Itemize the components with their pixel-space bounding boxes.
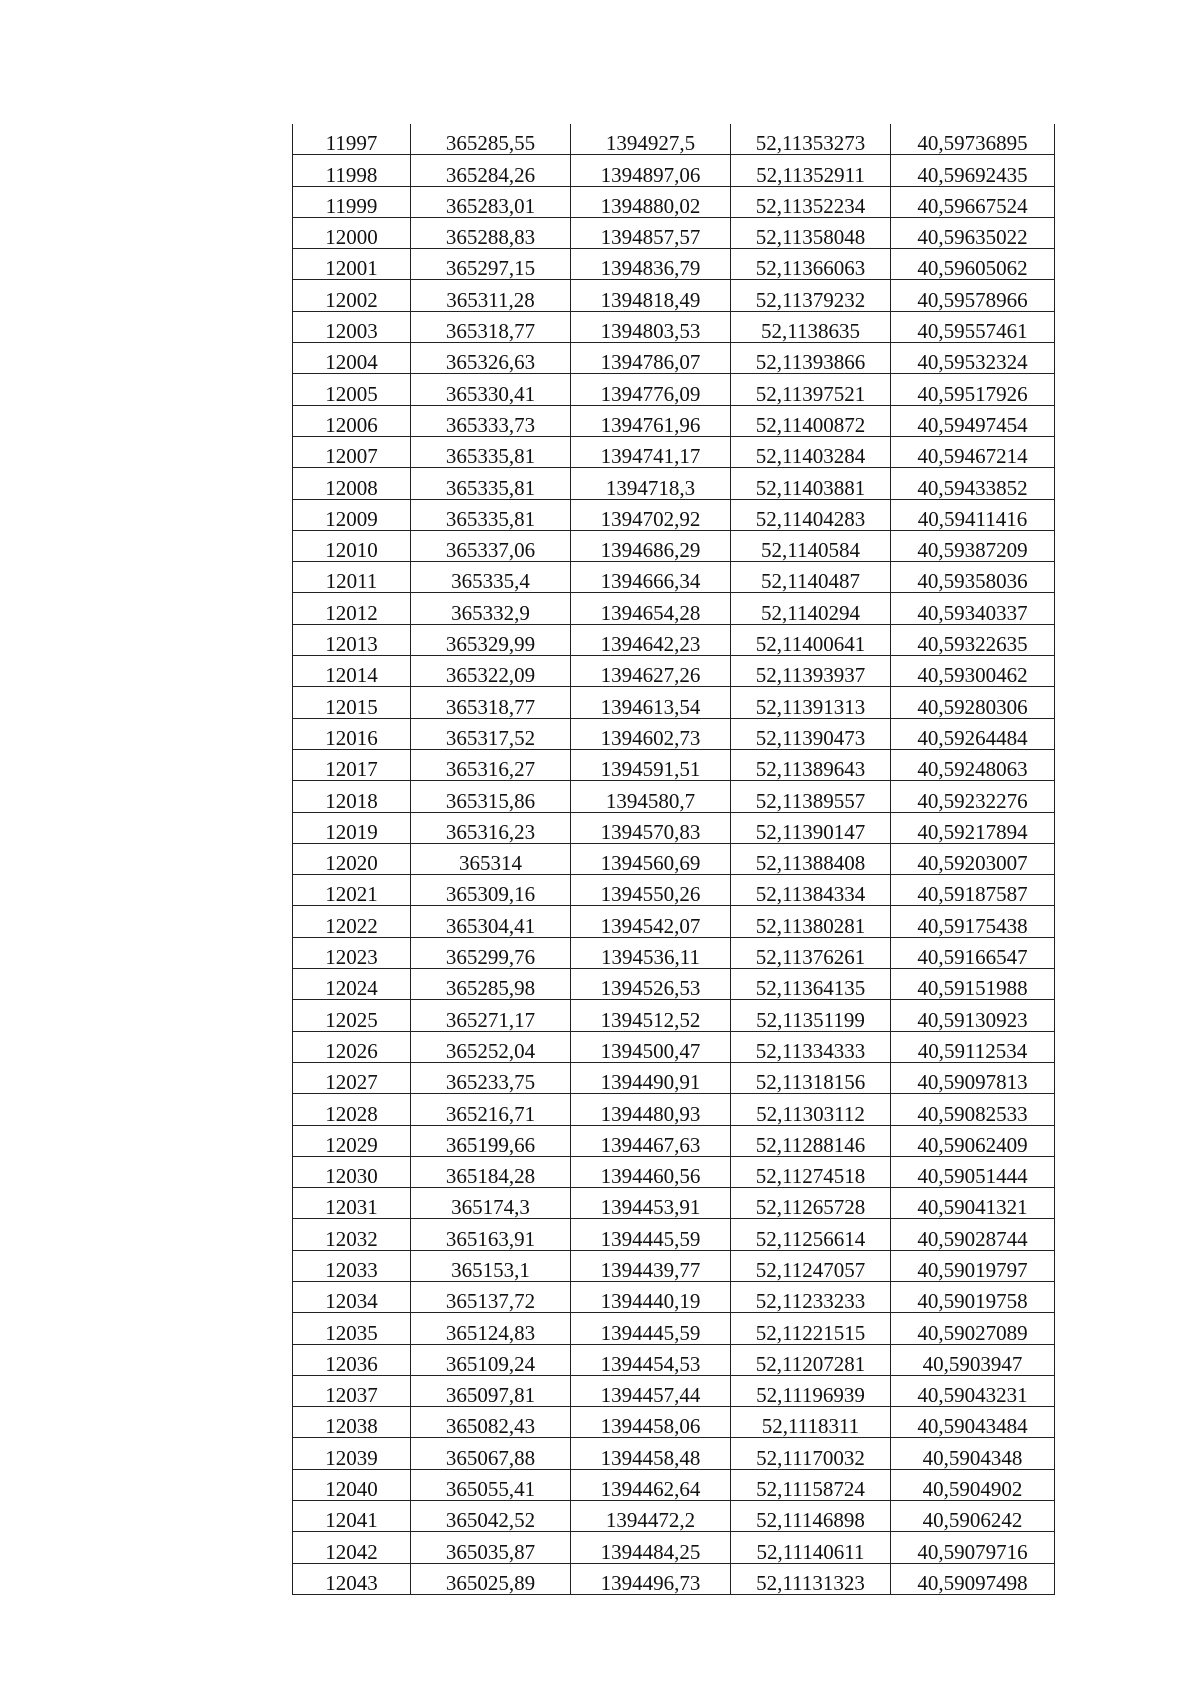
table-row xyxy=(293,749,1055,780)
x-coordinate-cell: 365137,72 xyxy=(411,1281,571,1312)
y-coordinate-cell: 1394490,91 xyxy=(571,1062,731,1093)
table-row xyxy=(293,217,1055,248)
x-coordinate-cell: 365335,81 xyxy=(411,436,571,467)
x-coordinate-cell: 365318,77 xyxy=(411,311,571,342)
point-number-cell: 12015 xyxy=(293,687,411,718)
latitude-cell: 52,11247057 xyxy=(731,1250,891,1281)
longitude-cell: 40,59322635 xyxy=(891,624,1055,655)
latitude-cell: 52,11288146 xyxy=(731,1125,891,1156)
longitude-cell: 40,59280306 xyxy=(891,687,1055,718)
longitude-cell: 40,59043231 xyxy=(891,1375,1055,1406)
y-coordinate-cell: 1394627,26 xyxy=(571,656,731,687)
latitude-cell: 52,1118311 xyxy=(731,1407,891,1438)
point-number-cell: 12022 xyxy=(293,906,411,937)
y-coordinate-cell: 1394880,02 xyxy=(571,186,731,217)
x-coordinate-cell: 365252,04 xyxy=(411,1031,571,1062)
x-coordinate-cell: 365067,88 xyxy=(411,1438,571,1469)
longitude-cell: 40,59041321 xyxy=(891,1188,1055,1219)
longitude-cell: 40,59232276 xyxy=(891,781,1055,812)
point-number-cell: 12035 xyxy=(293,1313,411,1344)
longitude-cell: 40,59187587 xyxy=(891,875,1055,906)
longitude-cell: 40,59028744 xyxy=(891,1219,1055,1250)
x-coordinate-cell: 365042,52 xyxy=(411,1501,571,1532)
longitude-cell: 40,59082533 xyxy=(891,1094,1055,1125)
point-number-cell: 12020 xyxy=(293,843,411,874)
point-number-cell: 12030 xyxy=(293,1156,411,1187)
point-number-cell: 12010 xyxy=(293,530,411,561)
table-row xyxy=(293,280,1055,311)
y-coordinate-cell: 1394480,93 xyxy=(571,1094,731,1125)
point-number-cell: 12026 xyxy=(293,1031,411,1062)
point-number-cell: 12016 xyxy=(293,718,411,749)
y-coordinate-cell: 1394602,73 xyxy=(571,718,731,749)
x-coordinate-cell: 365097,81 xyxy=(411,1375,571,1406)
x-coordinate-cell: 365333,73 xyxy=(411,405,571,436)
x-coordinate-cell: 365233,75 xyxy=(411,1062,571,1093)
y-coordinate-cell: 1394453,91 xyxy=(571,1188,731,1219)
point-number-cell: 12037 xyxy=(293,1375,411,1406)
point-number-cell: 12017 xyxy=(293,749,411,780)
point-number-cell: 11999 xyxy=(293,186,411,217)
latitude-cell: 52,11391313 xyxy=(731,687,891,718)
longitude-cell: 40,59467214 xyxy=(891,436,1055,467)
x-coordinate-cell: 365337,06 xyxy=(411,530,571,561)
point-number-cell: 12000 xyxy=(293,217,411,248)
point-number-cell: 12008 xyxy=(293,468,411,499)
y-coordinate-cell: 1394818,49 xyxy=(571,280,731,311)
table-row xyxy=(293,812,1055,843)
latitude-cell: 52,11233233 xyxy=(731,1281,891,1312)
table-row xyxy=(293,1532,1055,1563)
table-row xyxy=(293,1094,1055,1125)
table-row xyxy=(293,1281,1055,1312)
longitude-cell: 40,59605062 xyxy=(891,249,1055,280)
y-coordinate-cell: 1394472,2 xyxy=(571,1501,731,1532)
longitude-cell: 40,59497454 xyxy=(891,405,1055,436)
table-row xyxy=(293,155,1055,186)
table-row xyxy=(293,1125,1055,1156)
x-coordinate-cell: 365109,24 xyxy=(411,1344,571,1375)
point-number-cell: 12002 xyxy=(293,280,411,311)
latitude-cell: 52,11207281 xyxy=(731,1344,891,1375)
table-row xyxy=(293,468,1055,499)
point-number-cell: 11998 xyxy=(293,155,411,186)
longitude-cell: 40,59517926 xyxy=(891,374,1055,405)
x-coordinate-cell: 365322,09 xyxy=(411,656,571,687)
latitude-cell: 52,11393937 xyxy=(731,656,891,687)
x-coordinate-cell: 365153,1 xyxy=(411,1250,571,1281)
x-coordinate-cell: 365124,83 xyxy=(411,1313,571,1344)
latitude-cell: 52,11351199 xyxy=(731,1000,891,1031)
x-coordinate-cell: 365082,43 xyxy=(411,1407,571,1438)
y-coordinate-cell: 1394654,28 xyxy=(571,593,731,624)
longitude-cell: 40,59151988 xyxy=(891,969,1055,1000)
point-number-cell: 12007 xyxy=(293,436,411,467)
point-number-cell: 12001 xyxy=(293,249,411,280)
table-row xyxy=(293,1469,1055,1500)
point-number-cell: 12033 xyxy=(293,1250,411,1281)
y-coordinate-cell: 1394570,83 xyxy=(571,812,731,843)
x-coordinate-cell: 365317,52 xyxy=(411,718,571,749)
longitude-cell: 40,59043484 xyxy=(891,1407,1055,1438)
table-row xyxy=(293,906,1055,937)
y-coordinate-cell: 1394462,64 xyxy=(571,1469,731,1500)
latitude-cell: 52,11131323 xyxy=(731,1563,891,1594)
latitude-cell: 52,11221515 xyxy=(731,1313,891,1344)
longitude-cell: 40,59433852 xyxy=(891,468,1055,499)
x-coordinate-cell: 365285,55 xyxy=(411,124,571,155)
latitude-cell: 52,11352911 xyxy=(731,155,891,186)
y-coordinate-cell: 1394460,56 xyxy=(571,1156,731,1187)
y-coordinate-cell: 1394440,19 xyxy=(571,1281,731,1312)
x-coordinate-cell: 365315,86 xyxy=(411,781,571,812)
x-coordinate-cell: 365304,41 xyxy=(411,906,571,937)
point-number-cell: 12024 xyxy=(293,969,411,1000)
point-number-cell: 12031 xyxy=(293,1188,411,1219)
y-coordinate-cell: 1394467,63 xyxy=(571,1125,731,1156)
point-number-cell: 12038 xyxy=(293,1407,411,1438)
y-coordinate-cell: 1394496,73 xyxy=(571,1563,731,1594)
point-number-cell: 12019 xyxy=(293,812,411,843)
x-coordinate-cell: 365271,17 xyxy=(411,1000,571,1031)
y-coordinate-cell: 1394897,06 xyxy=(571,155,731,186)
latitude-cell: 52,11384334 xyxy=(731,875,891,906)
y-coordinate-cell: 1394702,92 xyxy=(571,499,731,530)
coordinates-table-body xyxy=(293,124,1055,1594)
table-row xyxy=(293,562,1055,593)
x-coordinate-cell: 365335,81 xyxy=(411,468,571,499)
y-coordinate-cell: 1394786,07 xyxy=(571,343,731,374)
longitude-cell: 40,59019758 xyxy=(891,1281,1055,1312)
table-row xyxy=(293,1501,1055,1532)
y-coordinate-cell: 1394613,54 xyxy=(571,687,731,718)
longitude-cell: 40,59340337 xyxy=(891,593,1055,624)
table-row xyxy=(293,1062,1055,1093)
x-coordinate-cell: 365329,99 xyxy=(411,624,571,655)
latitude-cell: 52,11379232 xyxy=(731,280,891,311)
table-row xyxy=(293,1313,1055,1344)
y-coordinate-cell: 1394666,34 xyxy=(571,562,731,593)
y-coordinate-cell: 1394458,06 xyxy=(571,1407,731,1438)
x-coordinate-cell: 365285,98 xyxy=(411,969,571,1000)
y-coordinate-cell: 1394761,96 xyxy=(571,405,731,436)
point-number-cell: 12013 xyxy=(293,624,411,655)
point-number-cell: 12043 xyxy=(293,1563,411,1594)
longitude-cell: 40,59217894 xyxy=(891,812,1055,843)
y-coordinate-cell: 1394836,79 xyxy=(571,249,731,280)
y-coordinate-cell: 1394803,53 xyxy=(571,311,731,342)
x-coordinate-cell: 365332,9 xyxy=(411,593,571,624)
longitude-cell: 40,5904902 xyxy=(891,1469,1055,1500)
table-row xyxy=(293,843,1055,874)
longitude-cell: 40,59736895 xyxy=(891,124,1055,155)
x-coordinate-cell: 365316,27 xyxy=(411,749,571,780)
table-row xyxy=(293,656,1055,687)
longitude-cell: 40,59248063 xyxy=(891,749,1055,780)
point-number-cell: 12025 xyxy=(293,1000,411,1031)
latitude-cell: 52,11388408 xyxy=(731,843,891,874)
point-number-cell: 12028 xyxy=(293,1094,411,1125)
table-row xyxy=(293,499,1055,530)
latitude-cell: 52,11404283 xyxy=(731,499,891,530)
longitude-cell: 40,59264484 xyxy=(891,718,1055,749)
latitude-cell: 52,11390473 xyxy=(731,718,891,749)
point-number-cell: 12012 xyxy=(293,593,411,624)
point-number-cell: 12009 xyxy=(293,499,411,530)
point-number-cell: 12039 xyxy=(293,1438,411,1469)
longitude-cell: 40,59692435 xyxy=(891,155,1055,186)
y-coordinate-cell: 1394526,53 xyxy=(571,969,731,1000)
latitude-cell: 52,11389643 xyxy=(731,749,891,780)
y-coordinate-cell: 1394741,17 xyxy=(571,436,731,467)
table-row xyxy=(293,1407,1055,1438)
x-coordinate-cell: 365199,66 xyxy=(411,1125,571,1156)
latitude-cell: 52,11376261 xyxy=(731,937,891,968)
longitude-cell: 40,59557461 xyxy=(891,311,1055,342)
y-coordinate-cell: 1394445,59 xyxy=(571,1313,731,1344)
longitude-cell: 40,59166547 xyxy=(891,937,1055,968)
table-row xyxy=(293,1438,1055,1469)
longitude-cell: 40,59578966 xyxy=(891,280,1055,311)
latitude-cell: 52,11400872 xyxy=(731,405,891,436)
table-row xyxy=(293,343,1055,374)
latitude-cell: 52,11400641 xyxy=(731,624,891,655)
latitude-cell: 52,11352234 xyxy=(731,186,891,217)
latitude-cell: 52,11146898 xyxy=(731,1501,891,1532)
table-row xyxy=(293,405,1055,436)
table-row xyxy=(293,875,1055,906)
x-coordinate-cell: 365335,81 xyxy=(411,499,571,530)
latitude-cell: 52,1140487 xyxy=(731,562,891,593)
longitude-cell: 40,59175438 xyxy=(891,906,1055,937)
x-coordinate-cell: 365284,26 xyxy=(411,155,571,186)
y-coordinate-cell: 1394718,3 xyxy=(571,468,731,499)
table-row xyxy=(293,1000,1055,1031)
longitude-cell: 40,59027089 xyxy=(891,1313,1055,1344)
point-number-cell: 12014 xyxy=(293,656,411,687)
x-coordinate-cell: 365297,15 xyxy=(411,249,571,280)
latitude-cell: 52,11353273 xyxy=(731,124,891,155)
point-number-cell: 12040 xyxy=(293,1469,411,1500)
point-number-cell: 12029 xyxy=(293,1125,411,1156)
latitude-cell: 52,11364135 xyxy=(731,969,891,1000)
latitude-cell: 52,11196939 xyxy=(731,1375,891,1406)
latitude-cell: 52,11393866 xyxy=(731,343,891,374)
longitude-cell: 40,59097813 xyxy=(891,1062,1055,1093)
x-coordinate-cell: 365283,01 xyxy=(411,186,571,217)
y-coordinate-cell: 1394512,52 xyxy=(571,1000,731,1031)
latitude-cell: 52,11380281 xyxy=(731,906,891,937)
latitude-cell: 52,1140294 xyxy=(731,593,891,624)
x-coordinate-cell: 365330,41 xyxy=(411,374,571,405)
longitude-cell: 40,59203007 xyxy=(891,843,1055,874)
table-row xyxy=(293,1375,1055,1406)
y-coordinate-cell: 1394542,07 xyxy=(571,906,731,937)
latitude-cell: 52,11274518 xyxy=(731,1156,891,1187)
point-number-cell: 12042 xyxy=(293,1532,411,1563)
latitude-cell: 52,11358048 xyxy=(731,217,891,248)
longitude-cell: 40,59062409 xyxy=(891,1125,1055,1156)
table-row xyxy=(293,969,1055,1000)
latitude-cell: 52,11366063 xyxy=(731,249,891,280)
point-number-cell: 12041 xyxy=(293,1501,411,1532)
table-row xyxy=(293,624,1055,655)
table-row xyxy=(293,1188,1055,1219)
table-row xyxy=(293,1563,1055,1594)
x-coordinate-cell: 365163,91 xyxy=(411,1219,571,1250)
latitude-cell: 52,11390147 xyxy=(731,812,891,843)
latitude-cell: 52,11170032 xyxy=(731,1438,891,1469)
longitude-cell: 40,59387209 xyxy=(891,530,1055,561)
x-coordinate-cell: 365309,16 xyxy=(411,875,571,906)
point-number-cell: 12006 xyxy=(293,405,411,436)
table-row xyxy=(293,1344,1055,1375)
longitude-cell: 40,5903947 xyxy=(891,1344,1055,1375)
latitude-cell: 52,11389557 xyxy=(731,781,891,812)
y-coordinate-cell: 1394857,57 xyxy=(571,217,731,248)
x-coordinate-cell: 365025,89 xyxy=(411,1563,571,1594)
longitude-cell: 40,59112534 xyxy=(891,1031,1055,1062)
table-row xyxy=(293,530,1055,561)
y-coordinate-cell: 1394484,25 xyxy=(571,1532,731,1563)
longitude-cell: 40,59079716 xyxy=(891,1532,1055,1563)
y-coordinate-cell: 1394536,11 xyxy=(571,937,731,968)
latitude-cell: 52,1140584 xyxy=(731,530,891,561)
longitude-cell: 40,59667524 xyxy=(891,186,1055,217)
x-coordinate-cell: 365311,28 xyxy=(411,280,571,311)
table-row xyxy=(293,186,1055,217)
y-coordinate-cell: 1394454,53 xyxy=(571,1344,731,1375)
table-row xyxy=(293,687,1055,718)
coordinates-table xyxy=(292,124,1055,1595)
table-row xyxy=(293,593,1055,624)
x-coordinate-cell: 365174,3 xyxy=(411,1188,571,1219)
latitude-cell: 52,11158724 xyxy=(731,1469,891,1500)
point-number-cell: 12034 xyxy=(293,1281,411,1312)
longitude-cell: 40,59019797 xyxy=(891,1250,1055,1281)
y-coordinate-cell: 1394560,69 xyxy=(571,843,731,874)
x-coordinate-cell: 365326,63 xyxy=(411,343,571,374)
point-number-cell: 12021 xyxy=(293,875,411,906)
y-coordinate-cell: 1394591,51 xyxy=(571,749,731,780)
table-row xyxy=(293,311,1055,342)
table-row xyxy=(293,1219,1055,1250)
y-coordinate-cell: 1394458,48 xyxy=(571,1438,731,1469)
y-coordinate-cell: 1394686,29 xyxy=(571,530,731,561)
y-coordinate-cell: 1394445,59 xyxy=(571,1219,731,1250)
table-row xyxy=(293,1031,1055,1062)
x-coordinate-cell: 365035,87 xyxy=(411,1532,571,1563)
latitude-cell: 52,11403284 xyxy=(731,436,891,467)
table-row xyxy=(293,937,1055,968)
longitude-cell: 40,59130923 xyxy=(891,1000,1055,1031)
x-coordinate-cell: 365316,23 xyxy=(411,812,571,843)
point-number-cell: 12027 xyxy=(293,1062,411,1093)
y-coordinate-cell: 1394500,47 xyxy=(571,1031,731,1062)
y-coordinate-cell: 1394642,23 xyxy=(571,624,731,655)
y-coordinate-cell: 1394580,7 xyxy=(571,781,731,812)
table-row xyxy=(293,1156,1055,1187)
latitude-cell: 52,11256614 xyxy=(731,1219,891,1250)
longitude-cell: 40,59532324 xyxy=(891,343,1055,374)
longitude-cell: 40,5904348 xyxy=(891,1438,1055,1469)
longitude-cell: 40,59097498 xyxy=(891,1563,1055,1594)
x-coordinate-cell: 365318,77 xyxy=(411,687,571,718)
latitude-cell: 52,1138635 xyxy=(731,311,891,342)
latitude-cell: 52,11318156 xyxy=(731,1062,891,1093)
point-number-cell: 11997 xyxy=(293,124,411,155)
longitude-cell: 40,59300462 xyxy=(891,656,1055,687)
longitude-cell: 40,59358036 xyxy=(891,562,1055,593)
latitude-cell: 52,11397521 xyxy=(731,374,891,405)
y-coordinate-cell: 1394439,77 xyxy=(571,1250,731,1281)
table-row xyxy=(293,436,1055,467)
table-row xyxy=(293,781,1055,812)
latitude-cell: 52,11140611 xyxy=(731,1532,891,1563)
point-number-cell: 12018 xyxy=(293,781,411,812)
longitude-cell: 40,59635022 xyxy=(891,217,1055,248)
x-coordinate-cell: 365314 xyxy=(411,843,571,874)
y-coordinate-cell: 1394776,09 xyxy=(571,374,731,405)
table-row xyxy=(293,1250,1055,1281)
longitude-cell: 40,59051444 xyxy=(891,1156,1055,1187)
point-number-cell: 12004 xyxy=(293,343,411,374)
table-row xyxy=(293,718,1055,749)
y-coordinate-cell: 1394457,44 xyxy=(571,1375,731,1406)
latitude-cell: 52,11265728 xyxy=(731,1188,891,1219)
point-number-cell: 12005 xyxy=(293,374,411,405)
latitude-cell: 52,11334333 xyxy=(731,1031,891,1062)
y-coordinate-cell: 1394927,5 xyxy=(571,124,731,155)
longitude-cell: 40,59411416 xyxy=(891,499,1055,530)
point-number-cell: 12011 xyxy=(293,562,411,593)
latitude-cell: 52,11303112 xyxy=(731,1094,891,1125)
y-coordinate-cell: 1394550,26 xyxy=(571,875,731,906)
x-coordinate-cell: 365288,83 xyxy=(411,217,571,248)
x-coordinate-cell: 365299,76 xyxy=(411,937,571,968)
longitude-cell: 40,5906242 xyxy=(891,1501,1055,1532)
x-coordinate-cell: 365335,4 xyxy=(411,562,571,593)
table-row xyxy=(293,249,1055,280)
x-coordinate-cell: 365216,71 xyxy=(411,1094,571,1125)
table-row xyxy=(293,374,1055,405)
x-coordinate-cell: 365055,41 xyxy=(411,1469,571,1500)
x-coordinate-cell: 365184,28 xyxy=(411,1156,571,1187)
point-number-cell: 12036 xyxy=(293,1344,411,1375)
table-row xyxy=(293,124,1055,155)
point-number-cell: 12023 xyxy=(293,937,411,968)
point-number-cell: 12032 xyxy=(293,1219,411,1250)
latitude-cell: 52,11403881 xyxy=(731,468,891,499)
point-number-cell: 12003 xyxy=(293,311,411,342)
